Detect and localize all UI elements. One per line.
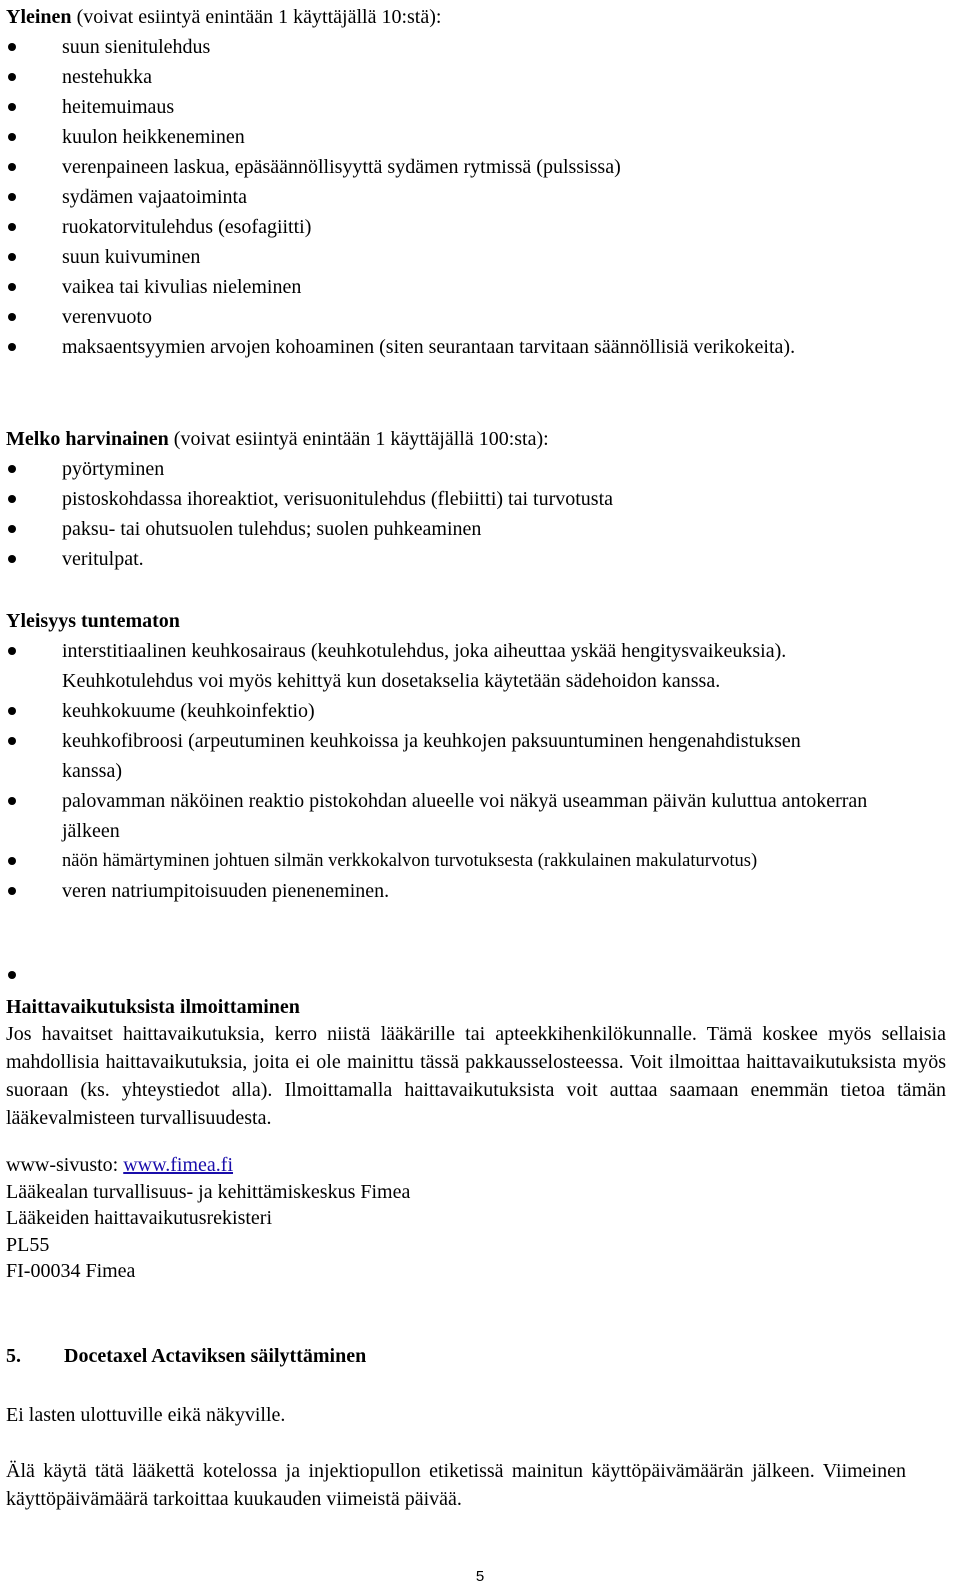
common-heading-line (6, 2, 946, 32)
bullet-icon (8, 253, 16, 261)
bullet-icon (8, 797, 16, 805)
bullet-icon (8, 887, 16, 895)
uncommon-heading: Melko harvinainen (6, 428, 169, 450)
bullet-icon (8, 193, 16, 201)
common-frequency-note: (voivat esiintyä enintään 1 käyttäjällä 10:stä): (71, 6, 442, 28)
uncommon-heading-line (6, 424, 946, 454)
list-item: nestehukka (6, 62, 946, 92)
fimea-website-link[interactable]: www.fimea.fi (123, 1154, 234, 1176)
list-item: näön hämärtyminen johtuen silmän verkkokalvon turvotuksesta (rakkulainen makulaturvotus) (6, 846, 946, 876)
list-item: maksaentsyymien arvojen kohoaminen (siten seurantaan tarvitaan säännöllisiä verikokeita). (6, 332, 946, 362)
uncommon-side-effects-list (6, 454, 946, 574)
bullet-icon (8, 971, 16, 979)
list-item: heitemuimaus (6, 92, 946, 122)
bullet-icon (8, 283, 16, 291)
list-item: paksu- tai ohutsuolen tulehdus; suolen puhkeaminen (6, 514, 946, 544)
reporting-paragraph: Jos havaitset haittavaikutuksia, kerro niistä lääkärille tai apteekkihenkilökunnalle. Tämä koskee myös sellaisia mahdollisia haittavaikutuksia, joita ei ole mainittu tässä pakkausselosteessa. Voit ilmoittaa haittavaikutuksista myös suoraan (ks. yhteystiedot alla). Ilmoittamalla haittavaikutuksista voit auttaa saamaan enemmän tietoa tämän lääkevalmisteen turvallisuudesta. (6, 1023, 946, 1129)
section-5-heading (6, 1341, 946, 1371)
bullet-icon (8, 163, 16, 171)
reporting-heading: Haittavaikutuksista ilmoittaminen (6, 996, 300, 1018)
bullet-icon (8, 313, 16, 321)
list-item: kuulon heikkeneminen (6, 122, 946, 152)
bullet-icon (8, 465, 16, 473)
storage-paragraph-1: Ei lasten ulottuville eikä näkyville. (6, 1404, 286, 1426)
unknown-heading: Yleisyys tuntematon (6, 610, 180, 632)
page-number: 5 (475, 1568, 485, 1585)
contact-line: FI-00034 Fimea (6, 1260, 136, 1282)
bullet-icon (8, 343, 16, 351)
list-item: keuhkokuume (keuhkoinfektio) (6, 696, 946, 726)
bullet-icon (8, 495, 16, 503)
unknown-side-effects-list (6, 636, 946, 906)
bullet-icon (8, 647, 16, 655)
bullet-icon (8, 707, 16, 715)
list-item: pistoskohdassa ihoreaktiot, verisuonitulehdus (flebiitti) tai turvotusta (6, 484, 946, 514)
section-number: 5. (6, 1345, 21, 1367)
bullet-icon (8, 223, 16, 231)
list-item: veren natriumpitoisuuden pieneneminen. (6, 876, 946, 906)
list-item: sydämen vajaatoiminta (6, 182, 946, 212)
reporting-heading-line (6, 992, 946, 1022)
bullet-icon (8, 737, 16, 745)
storage-paragraph-2: Älä käytä tätä lääkettä kotelossa ja injektiopullon etiketissä mainitun käyttöpäivämäärän jälkeen. Viimeinen käyttöpäivämäärä tarkoittaa kuukauden viimeistä päivää. (6, 1460, 906, 1510)
section-title: Docetaxel Actaviksen säilyttäminen (64, 1345, 367, 1367)
list-item: keuhkofibroosi (arpeutuminen keuhkoissa ja keuhkojen paksuuntuminen hengenahdistuksen kanssa) (6, 726, 946, 786)
bullet-icon (8, 73, 16, 81)
list-item: palovamman näköinen reaktio pistokohdan alueelle voi näkyä useamman päivän kuluttua antokerran jälkeen (6, 786, 946, 846)
list-item: pyörtyminen (6, 454, 946, 484)
list-item: veritulpat. (6, 544, 946, 574)
list-item: suun kuivuminen (6, 242, 946, 272)
contact-block (6, 1152, 946, 1285)
list-item: vaikea tai kivulias nieleminen (6, 272, 946, 302)
bullet-icon (8, 43, 16, 51)
list-item: suun sienitulehdus (6, 32, 946, 62)
list-item: verenpaineen laskua, epäsäännöllisyyttä sydämen rytmissä (pulssissa) (6, 152, 946, 182)
common-heading: Yleinen (6, 6, 72, 28)
list-item: verenvuoto (6, 302, 946, 332)
bullet-icon (8, 133, 16, 141)
bullet-icon (8, 103, 16, 111)
unknown-heading-line (6, 606, 946, 636)
contact-line: Lääkealan turvallisuus- ja kehittämiskeskus Fimea (6, 1180, 411, 1203)
contact-line: PL55 (6, 1233, 50, 1256)
list-item: ruokatorvitulehdus (esofagiitti) (6, 212, 946, 242)
common-side-effects-list (6, 32, 946, 362)
bullet-icon (8, 525, 16, 533)
bullet-icon (8, 857, 16, 865)
list-item: interstitiaalinen keuhkosairaus (keuhkotulehdus, joka aiheuttaa yskää hengitysvaikeuksia). Keuhkotulehdus voi myös kehittyä kun dosetakselia käytetään sädehoidon kanssa. (6, 636, 946, 696)
website-line: www-sivusto: www.fimea.fi (6, 1154, 234, 1176)
bullet-icon (8, 555, 16, 563)
uncommon-frequency-note: (voivat esiintyä enintään 1 käyttäjällä 100:sta): (168, 428, 549, 450)
contact-line: Lääkeiden haittavaikutusrekisteri (6, 1207, 273, 1229)
